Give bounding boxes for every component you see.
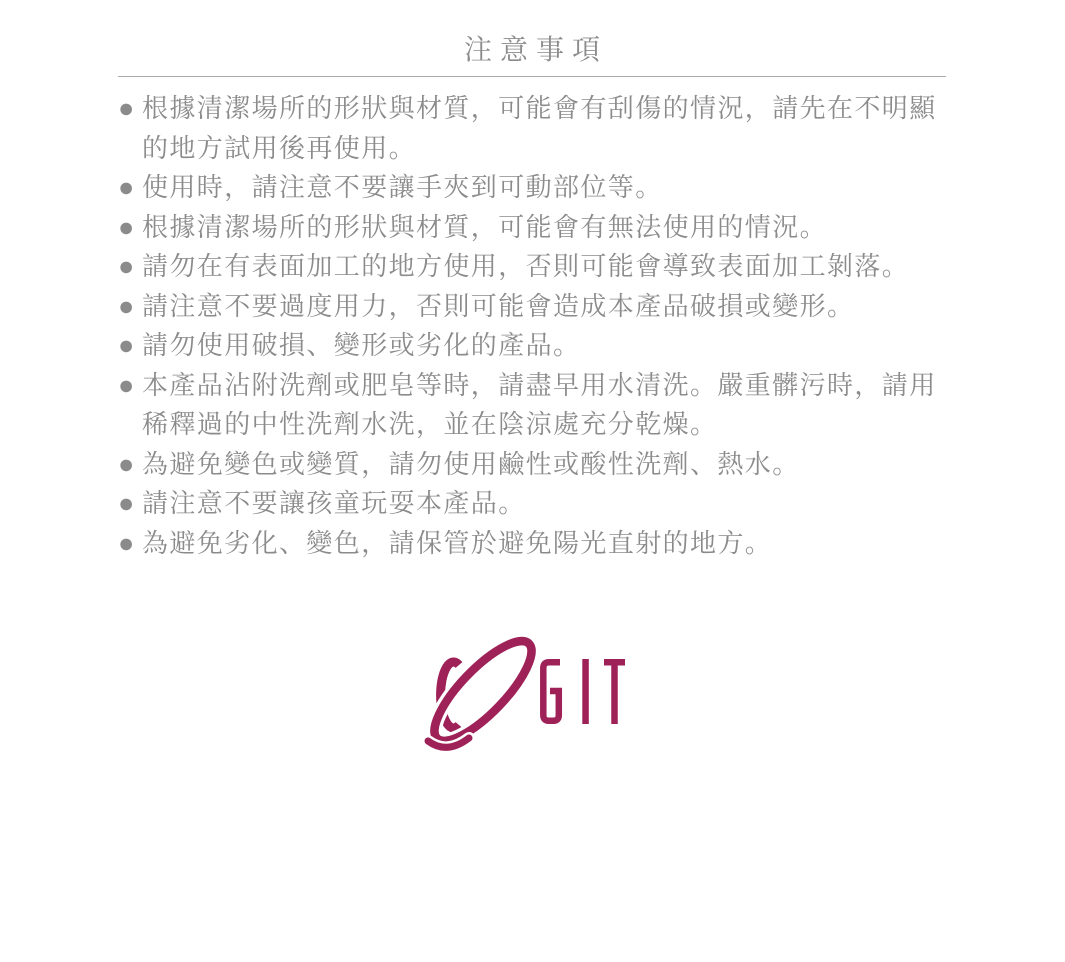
title-divider xyxy=(118,76,946,77)
list-item xyxy=(118,524,946,564)
bullet-icon: ● xyxy=(118,172,135,202)
bullet-icon: ● xyxy=(118,488,135,518)
note-text: 請勿使用破損、變形或劣化的產品。 xyxy=(142,330,581,360)
list-item xyxy=(118,445,946,485)
note-text: 使用時，請注意不要讓手夾到可動部位等。 xyxy=(142,172,663,202)
bullet-icon: ● xyxy=(118,527,135,558)
logo-letter-t xyxy=(604,659,625,724)
list-item xyxy=(118,89,946,168)
logo-letter-i xyxy=(582,659,589,724)
note-text: 根據清潔場所的形狀與材質，可能會有無法使用的情況。 xyxy=(142,211,828,242)
bullet-icon: ● xyxy=(118,211,135,242)
list-item xyxy=(118,247,946,287)
page-title: 注意事項 xyxy=(463,34,608,65)
brand-logo xyxy=(421,628,653,763)
list-item xyxy=(118,366,946,445)
bullet-icon: ● xyxy=(118,290,135,321)
list-item xyxy=(118,168,946,208)
list-item xyxy=(118,326,946,366)
note-text: 請注意不要過度用力，否則可能會造成本產品破損或變形。 xyxy=(142,290,855,321)
list-item xyxy=(118,287,946,327)
list-item xyxy=(118,208,946,248)
bullet-icon: ● xyxy=(118,93,135,123)
note-text: 根據清潔場所的形狀與材質，可能會有刮傷的情況，請先在不明顯的地方試用後再使用。 xyxy=(142,93,937,163)
note-text: 本產品沾附洗劑或肥皂等時，請盡早用水清洗。嚴重髒污時，請用稀釋過的中性洗劑水洗，並在陰涼處充分乾燥。 xyxy=(142,369,937,439)
note-text: 為避免變色或變質，請勿使用鹼性或酸性洗劑、熱水。 xyxy=(142,448,800,479)
bullet-icon: ● xyxy=(118,448,135,479)
cogit-logo-icon xyxy=(421,628,653,763)
precautions-list xyxy=(118,89,946,563)
note-text: 為避免劣化、變色，請保管於避免陽光直射的地方。 xyxy=(142,527,773,558)
bullet-icon: ● xyxy=(118,330,135,360)
note-text: 請勿在有表面加工的地方使用，否則可能會導致表面加工剝落。 xyxy=(142,251,910,281)
list-item xyxy=(118,484,946,524)
bullet-icon: ● xyxy=(118,251,135,281)
bullet-icon: ● xyxy=(118,369,135,400)
logo-letter-g xyxy=(543,662,560,721)
note-text: 請注意不要讓孩童玩耍本產品。 xyxy=(142,488,526,518)
